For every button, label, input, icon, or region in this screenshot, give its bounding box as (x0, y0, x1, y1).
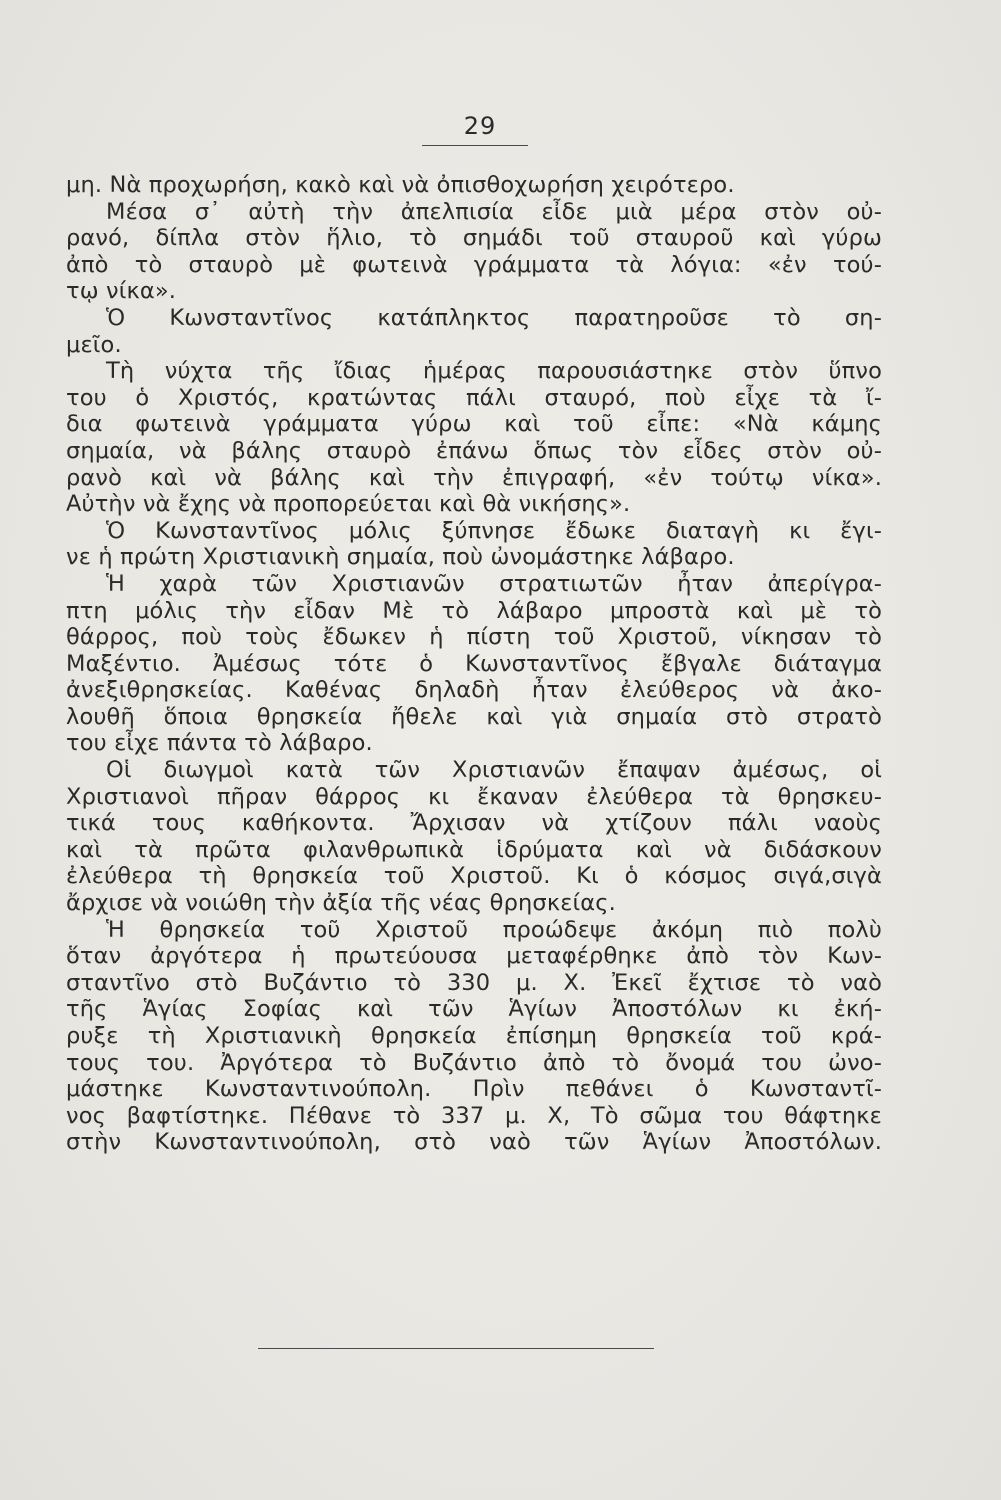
text-line: μεῖο. (66, 331, 122, 358)
page-number: 29 (463, 112, 497, 140)
text-line: Ὁ Κωνσταντῖνος μόλις ξύπνησε ἔδωκε διαταγὴ κι ἔγι- (106, 517, 882, 544)
text-line: θάρρος, ποὺ τοὺς ἔδωκεν ἡ πίστη τοῦ Χριστοῦ, νίκησαν τὸ (66, 624, 882, 651)
text-line: Μαξέντιο. Ἀμέσως τότε ὁ Κωνσταντῖνος ἔβγαλε διάταγμα (66, 650, 882, 677)
text-line: σταντῖνο στὸ Βυζάντιο τὸ 330 μ. Χ. Ἐκεῖ ἔχτισε τὸ ναὸ (66, 969, 882, 996)
text-line: τικά τους καθήκοντα. Ἄρχισαν νὰ χτίζουν πάλι ναοὺς (66, 810, 882, 837)
text-line: δια φωτεινὰ γράμματα γύρω καὶ τοῦ εἶπε: «Νὰ κάμης (66, 411, 882, 438)
text-line: ρυξε τὴ Χριστιανικὴ θρησκεία ἐπίσημη θρησκεία τοῦ κρά- (66, 1023, 882, 1049)
text-line: του ὁ Χριστός, κρατώντας πάλι σταυρό, ποὺ εἶχε τὰ ἴ- (66, 384, 882, 411)
text-line: του εἶχε πάντα τὸ λάβαρο. (66, 730, 373, 757)
text-line: ρανὸ καὶ νὰ βάλης καὶ τὴν ἐπιγραφή, «ἐν τούτῳ νίκα». (66, 464, 882, 491)
text-line: νος βαφτίστηκε. Πέθανε τὸ 337 μ. Χ, Τὸ σῶμα του θάφτηκε (66, 1102, 882, 1129)
text-line: ἀπὸ τὸ σταυρὸ μὲ φωτεινὰ γράμματα τὰ λόγια: «ἐν τού- (66, 251, 882, 278)
text-line: ἐλεύθερα τὴ θρησκεία τοῦ Χριστοῦ. Κι ὁ κόσμος σιγά,σιγὰ (66, 863, 882, 890)
text-line: τῆς Ἁγίας Σοφίας καὶ τῶν Ἁγίων Ἀποστόλων κι ἐκή- (66, 996, 882, 1023)
text-line: στὴν Κωνσταντινούπολη, στὸ ναὸ τῶν Ἁγίων Ἀποστόλων. (66, 1129, 882, 1156)
text-line: ὅταν ἀργότερα ἡ πρωτεύουσα μεταφέρθηκε ἀπὸ τὸν Κων- (66, 943, 882, 970)
text-line: Οἱ διωγμοὶ κατὰ τῶν Χριστιανῶν ἔπαψαν ἀμέσως, οἱ (106, 757, 882, 784)
text-line: Τὴ νύχτα τῆς ἴδιας ἡμέρας παρουσιάστηκε στὸν ὕπνο (106, 358, 882, 385)
text-line: λουθῆ ὅποια θρησκεία ἤθελε καὶ γιὰ σημαία στὸ στρατὸ (66, 703, 882, 730)
text-line: ρανό, δίπλα στὸν ἥλιο, τὸ σημάδι τοῦ σταυροῦ καὶ γύρω (66, 225, 882, 252)
text-line: καὶ τὰ πρῶτα φιλανθρωπικὰ ἱδρύματα καὶ νὰ διδάσκουν (66, 836, 882, 863)
text-line: Ἡ θρησκεία τοῦ Χριστοῦ προώδεψε ἀκόμη πιὸ πολὺ (106, 916, 882, 943)
text-line: Ὁ Κωνσταντῖνος κατάπληκτος παρατηροῦσε τὸ ση- (106, 304, 882, 331)
text-line: ἄρχισε νὰ νοιώθη τὴν ἀξία τῆς νέας θρησκείας. (66, 890, 616, 917)
page-number-underline (422, 145, 528, 146)
text-line: ἀνεξιθρησκείας. Καθένας δηλαδὴ ἦταν ἐλεύθερος νὰ ἀκο- (66, 677, 882, 704)
footer-rule (258, 1348, 654, 1349)
text-line: νε ἡ πρώτη Χριστιανικὴ σημαία, ποὺ ὠνομάστηκε λάβαρο. (66, 544, 735, 571)
text-line: τῳ νίκα». (66, 278, 177, 305)
text-line: πτη μόλις τὴν εἶδαν Μὲ τὸ λάβαρο μπροστὰ καὶ μὲ τὸ (66, 597, 882, 624)
text-line: Χριστιανοὶ πῆραν θάρρος κι ἔκαναν ἐλεύθερα τὰ θρησκευ- (66, 783, 882, 810)
text-line: τους του. Ἀργότερα τὸ Βυζάντιο ἀπὸ τὸ ὄνομά του ὠνο- (66, 1049, 882, 1076)
body-text (66, 172, 882, 1156)
text-line: Ἡ χαρὰ τῶν Χριστιανῶν στρατιωτῶν ἦταν ἀπερίγρα- (106, 570, 882, 597)
text-line: Αὐτὴν νὰ ἔχης νὰ προπορεύεται καὶ θὰ νικήσης». (66, 491, 631, 518)
text-line: μη. Νὰ προχωρήση, κακὸ καὶ νὰ ὀπισθοχωρήση χειρότερο. (66, 172, 735, 198)
text-line: Μέσα σ᾽ αὐτὴ τὴν ἀπελπισία εἶδε μιὰ μέρα στὸν οὐ- (106, 198, 882, 225)
text-line: μάστηκε Κωνσταντινούπολη. Πρὶν πεθάνει ὁ Κωνσταντῖ- (66, 1076, 882, 1103)
text-line: σημαία, νὰ βάλης σταυρὸ ἐπάνω ὅπως τὸν εἶδες στὸν οὐ- (66, 437, 882, 464)
